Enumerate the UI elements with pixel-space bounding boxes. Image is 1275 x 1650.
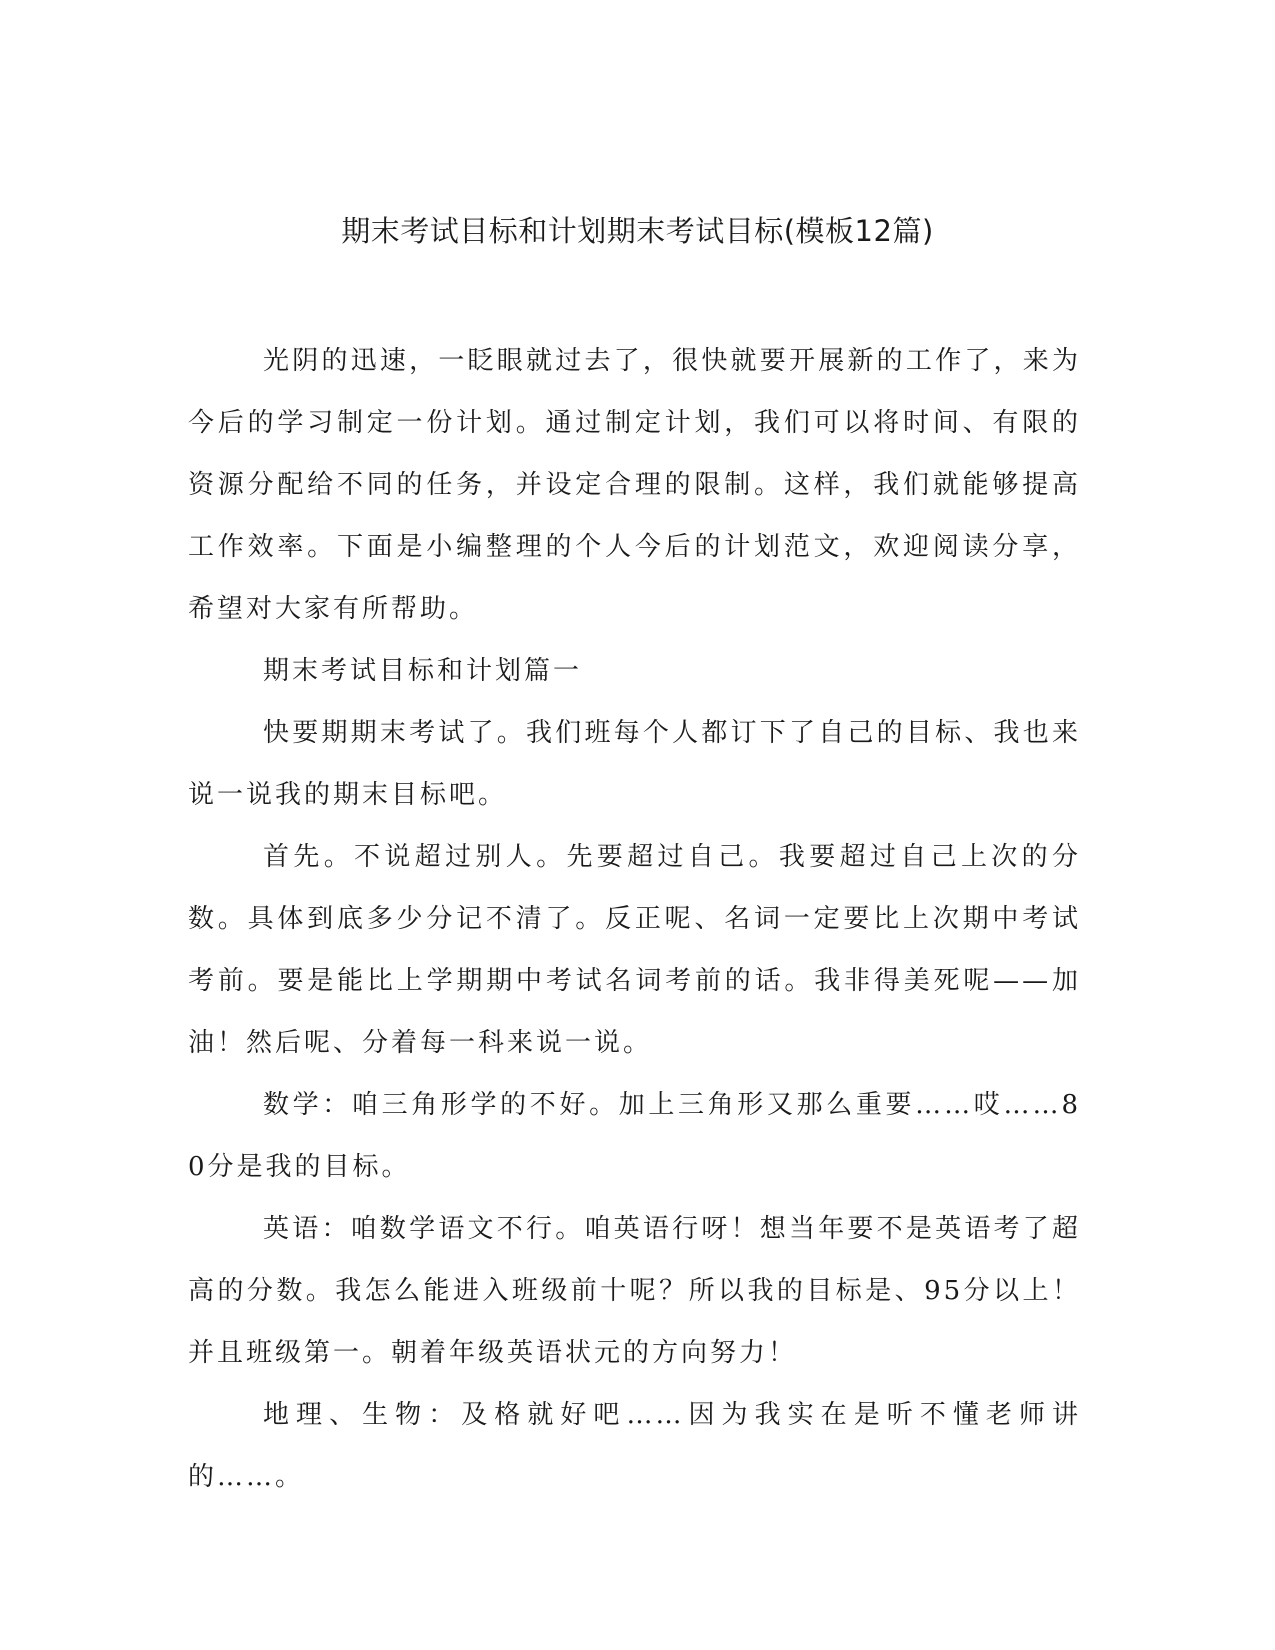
intro-paragraph: 光阴的迅速，一眨眼就过去了，很快就要开展新的工作了，来为今后的学习制定一份计划。通过制定计划，我们可以将时间、有限的资源分配给不同的任务，并设定合理的限制。这样，我们就能够提高工作效率。下面是小编整理的个人今后的计划范文，欢迎阅读分享，希望对大家有所帮助。 xyxy=(188,346,1081,624)
section-heading: 期末考试目标和计划篇一 xyxy=(263,656,583,686)
geo-bio-paragraph: 地理、生物：及格就好吧……因为我实在是听不懂老师讲的……。 xyxy=(188,1400,1081,1492)
math-paragraph: 数学：咱三角形学的不好。加上三角形又那么重要……哎……80分是我的目标。 xyxy=(188,1090,1081,1182)
body-paragraph: 首先。不说超过别人。先要超过自己。我要超过自己上次的分数。具体到底多少分记不清了。反正呢、名词一定要比上次期中考试考前。要是能比上学期期中考试名词考前的话。我非得美死呢——加油！然后呢、分着每一科来说一说。 xyxy=(188,842,1081,1058)
body-paragraph: 快要期期末考试了。我们班每个人都订下了自己的目标、我也来说一说我的期末目标吧。 xyxy=(188,718,1081,810)
english-paragraph: 英语：咱数学语文不行。咱英语行呀！想当年要不是英语考了超高的分数。我怎么能进入班级前十呢？所以我的目标是、95分以上！并且班级第一。朝着年级英语状元的方向努力！ xyxy=(188,1214,1081,1368)
document-title: 期末考试目标和计划期末考试目标(模板12篇) xyxy=(341,214,934,248)
document-body xyxy=(188,330,1081,1508)
